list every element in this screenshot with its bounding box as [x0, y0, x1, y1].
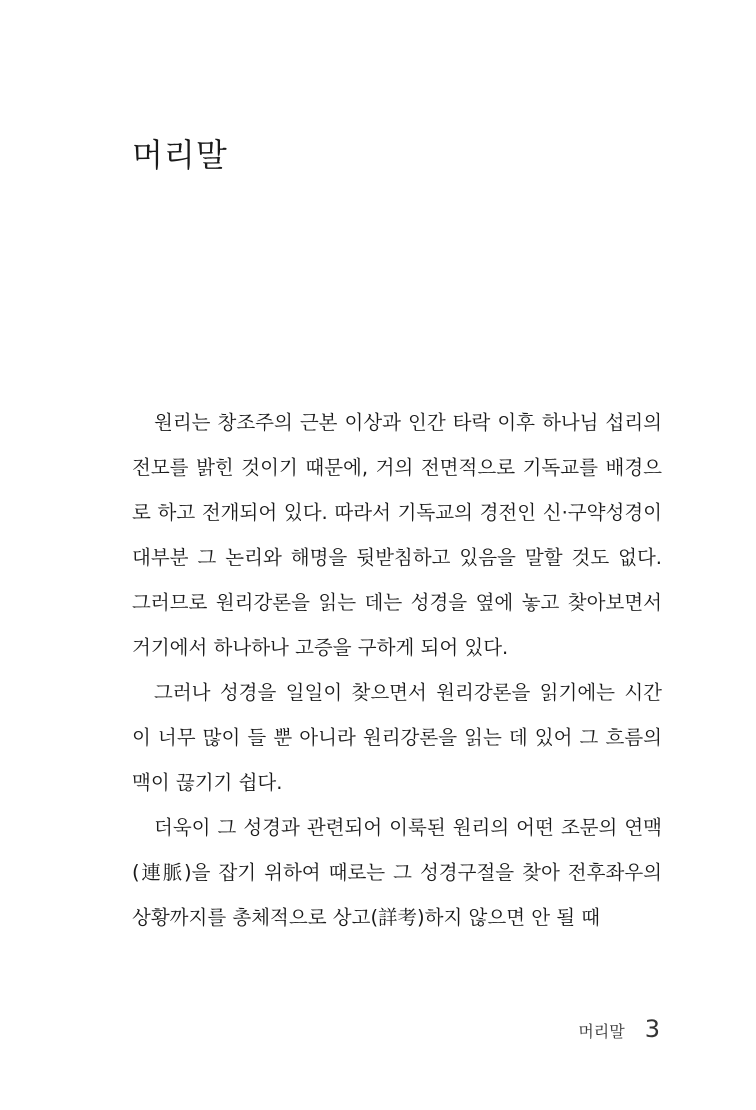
running-title: 머리말: [578, 1022, 625, 1041]
paragraph: 그러나 성경을 일일이 찾으면서 원리강론을 읽기에는 시간이 너무 많이 들 뿐 아니라 원리강론을 읽는 데 있어 그 흐름의 맥이 끊기기 쉽다.: [132, 681, 662, 794]
page-number: 3: [644, 1015, 660, 1043]
paragraph: 더욱이 그 성경과 관련되어 이룩된 원리의 어떤 조문의 연맥(連脈)을 잡기 위하여 때로는 그 성경구절을 찾아 전후좌우의 상황까지를 총체적으로 상고(詳考)하지 않으면 안 될 때: [132, 816, 662, 929]
paragraph: 원리는 창조주의 근본 이상과 인간 타락 이후 하나님 섭리의 전모를 밝힌 것이기 때문에, 거의 전면적으로 기독교를 배경으로 하고 전개되어 있다. 따라서 기독교의 경전인 신·구약성경이 대부분 그 논리와 해명을 뒷받침하고 있음을 말할 것도 없다. 그러므로 원리강론을 읽는 데는 성경을 옆에 놓고 찾아보면서 거기에서 하나하나 고증을 구하게 되어 있다.: [132, 411, 662, 659]
body-text: [132, 400, 662, 940]
page-footer: [578, 1015, 660, 1043]
page-title: 머리말: [132, 136, 228, 174]
